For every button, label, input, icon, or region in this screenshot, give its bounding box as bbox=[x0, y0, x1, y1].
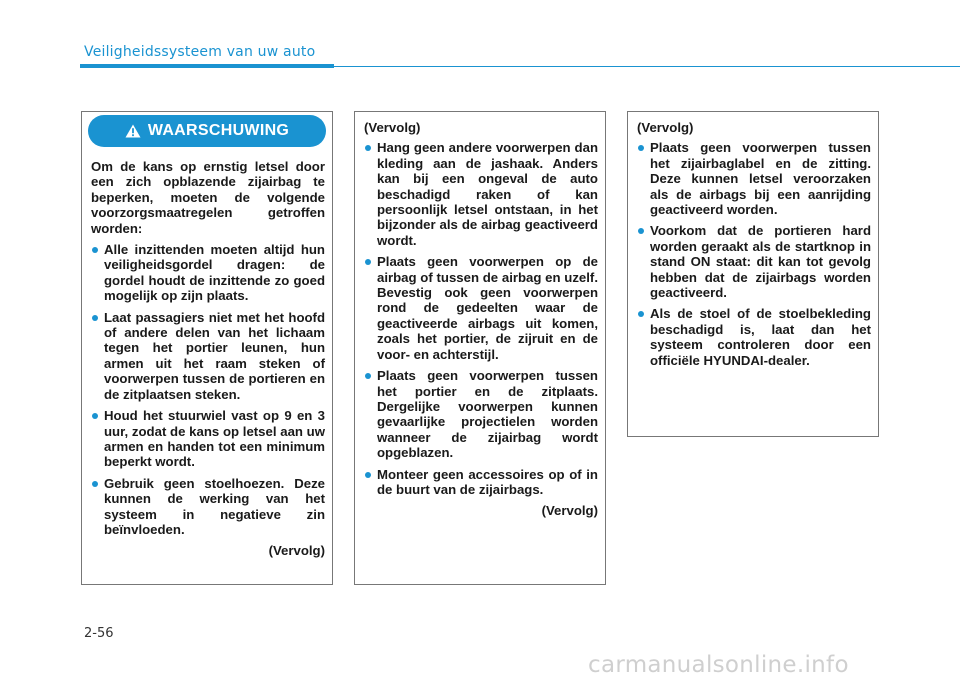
list-item bbox=[637, 306, 871, 368]
warning-banner-label: WAARSCHUWING bbox=[147, 122, 290, 140]
warning-banner bbox=[88, 115, 326, 147]
bullet-icon bbox=[92, 481, 98, 487]
list-item bbox=[364, 254, 598, 362]
list-item bbox=[364, 467, 598, 498]
list-item-text: Als de stoel of de stoelbekleding beschadigd is, laat dan het systeem controleren door een officiële HYUNDAI-dealer. bbox=[650, 306, 871, 368]
header-rule-thin bbox=[334, 66, 960, 67]
warning-box bbox=[81, 111, 333, 585]
list-item bbox=[364, 140, 598, 248]
continued-header: (Vervolg) bbox=[364, 120, 421, 135]
list-item-text: Gebruik geen stoelhoezen. Deze kunnen de werking van het systeem in negatieve zin beïnvloeden. bbox=[104, 475, 325, 537]
header-rule-thick bbox=[80, 64, 334, 68]
bullet-icon bbox=[92, 247, 98, 253]
bullet-list-3 bbox=[637, 140, 871, 368]
bullet-list-2 bbox=[364, 140, 598, 497]
bullet-icon bbox=[638, 228, 644, 234]
continued-label: (Vervolg) bbox=[541, 503, 598, 519]
list-item-text: Laat passagiers niet met het hoofd of andere delen van het lichaam tegen het portier leunen, hun armen uit het raam steken of voorwerpen tussen de portieren en de zitplaatsen steken. bbox=[104, 309, 325, 402]
list-item-text: Houd het stuurwiel vast op 9 en 3 uur, zodat de kans op letsel aan uw armen en handen tot een minimum beperkt wordt. bbox=[104, 408, 325, 470]
list-item bbox=[91, 408, 325, 470]
list-item-text: Monteer geen accessoires op of in de buurt van de zijairbags. bbox=[377, 466, 598, 497]
list-item-text: Alle inzittenden moeten altijd hun veiligheidsgordel dragen: de gordel houdt de inzittende zo goed mogelijk op zijn plaats. bbox=[104, 242, 325, 304]
warning-intro: Om de kans op ernstig letsel door een zich opblazende zijairbag te beperken, moeten de volgende voorzorgsmaatregelen getroffen worden: bbox=[91, 159, 325, 236]
list-item bbox=[637, 140, 871, 217]
continued-box-3 bbox=[627, 111, 879, 437]
list-item bbox=[637, 223, 871, 300]
bullet-icon bbox=[365, 472, 371, 478]
watermark: carmanualsonline.info bbox=[588, 652, 849, 678]
list-item bbox=[91, 476, 325, 538]
continued-box-2 bbox=[354, 111, 606, 585]
list-item-text: Plaats geen voorwerpen op de airbag of tussen de airbag en uzelf. Bevestig ook geen voorwerpen rond de gedeelten waar de geactiveerde airbags uit komen, zoals het portier, de zijruit en de voor- en achterstijl. bbox=[377, 254, 598, 362]
list-item-text: Plaats geen voorwerpen tussen het zijairbaglabel en de zitting. Deze kunnen letsel veroorzaken als de airbags bij een aanrijding geactiveerd worden. bbox=[650, 140, 871, 218]
continued-label: (Vervolg) bbox=[268, 543, 325, 559]
list-item-text: Plaats geen voorwerpen tussen het portier en de zitplaats. Dergelijke voorwerpen kunnen gevaarlijke projectielen worden wanneer de zijairbag wordt opgeblazen. bbox=[377, 368, 598, 461]
bullet-icon bbox=[638, 311, 644, 317]
bullet-icon bbox=[365, 373, 371, 379]
page-number: 2-56 bbox=[84, 626, 114, 641]
list-item bbox=[91, 242, 325, 304]
bullet-icon bbox=[365, 145, 371, 151]
bullet-icon bbox=[638, 145, 644, 151]
warning-triangle-icon bbox=[125, 124, 141, 138]
list-item-text: Hang geen andere voorwerpen dan kleding aan de jashaak. Anders kan bij een ongeval de auto beschadigd raken of kan persoonlijk letsel ontstaan, in het bijzonder als de airbag geactiveerd wordt. bbox=[377, 140, 598, 248]
list-item bbox=[91, 310, 325, 402]
list-item-text: Voorkom dat de portieren hard worden geraakt als de startknop in stand ON staat: dit kan tot gevolg hebben dat de zijairbags worden geactiveerd. bbox=[650, 223, 871, 301]
bullet-icon bbox=[92, 315, 98, 321]
bullet-icon bbox=[365, 259, 371, 265]
continued-header: (Vervolg) bbox=[637, 120, 694, 135]
warning-bullet-list bbox=[91, 242, 325, 537]
section-title: Veiligheidssysteem van uw auto bbox=[84, 44, 316, 60]
bullet-icon bbox=[92, 413, 98, 419]
list-item bbox=[364, 368, 598, 460]
